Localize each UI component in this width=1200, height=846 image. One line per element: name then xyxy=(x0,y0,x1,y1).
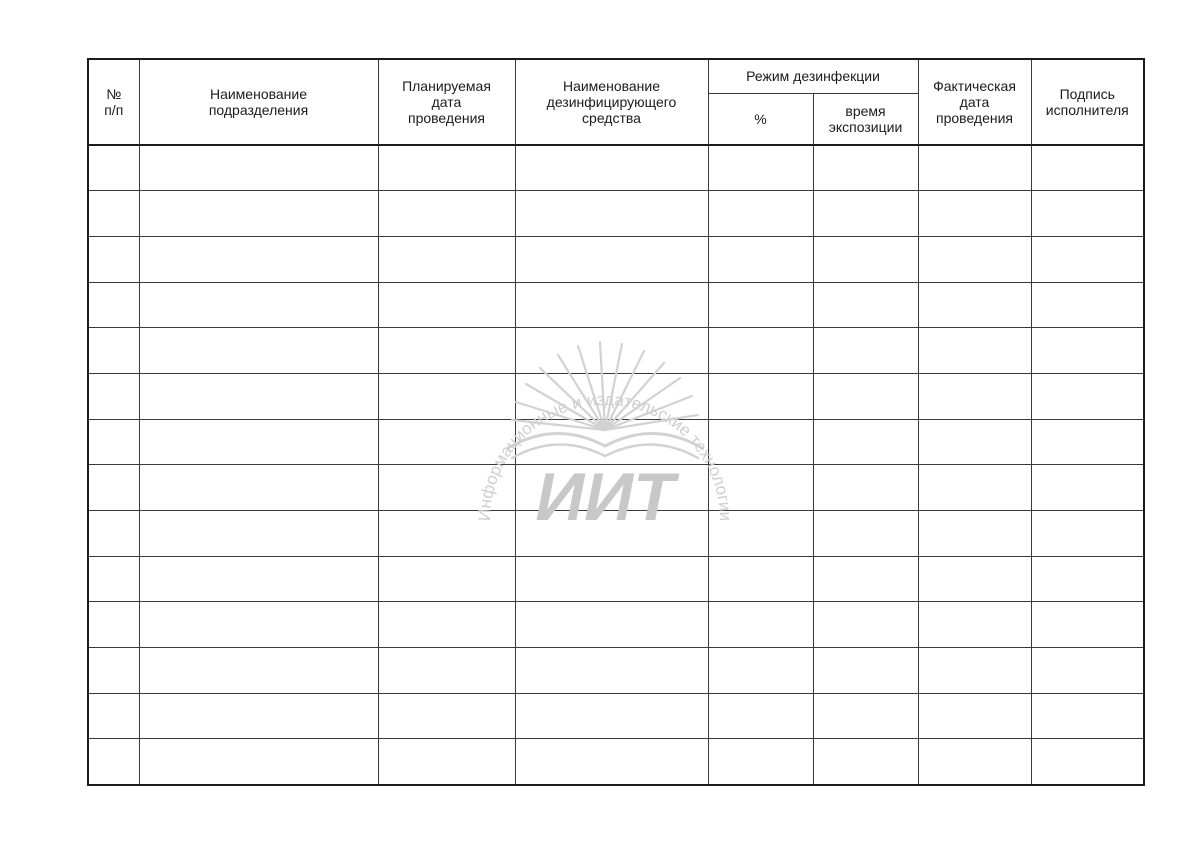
table-cell[interactable] xyxy=(813,693,918,739)
table-cell[interactable] xyxy=(378,373,515,419)
table-cell[interactable] xyxy=(515,373,708,419)
table-cell[interactable] xyxy=(1031,465,1144,511)
table-row xyxy=(88,511,1144,557)
table-cell[interactable] xyxy=(708,373,813,419)
header-agent-name xyxy=(515,59,708,145)
table-row xyxy=(88,191,1144,237)
table-cell[interactable] xyxy=(515,328,708,374)
table-cell[interactable] xyxy=(1031,419,1144,465)
table-cell[interactable] xyxy=(88,556,139,602)
table-cell[interactable] xyxy=(1031,556,1144,602)
table-cell[interactable] xyxy=(88,145,139,191)
table-cell[interactable] xyxy=(708,556,813,602)
table-cell[interactable] xyxy=(378,739,515,785)
table-cell[interactable] xyxy=(918,419,1031,465)
table-row xyxy=(88,739,1144,785)
table-cell[interactable] xyxy=(708,465,813,511)
table-row xyxy=(88,236,1144,282)
table-cell[interactable] xyxy=(708,648,813,694)
header-planned-date xyxy=(378,59,515,145)
table-cell[interactable] xyxy=(813,602,918,648)
table-cell[interactable] xyxy=(139,465,378,511)
header-number xyxy=(88,59,139,145)
table-row xyxy=(88,145,1144,191)
table-row xyxy=(88,602,1144,648)
table-cell[interactable] xyxy=(378,236,515,282)
header-agent-name-line1: Наименование xyxy=(562,78,661,94)
table-cell[interactable] xyxy=(1031,282,1144,328)
table-cell[interactable] xyxy=(139,145,378,191)
table-cell[interactable] xyxy=(918,282,1031,328)
table-cell[interactable] xyxy=(708,419,813,465)
table-cell[interactable] xyxy=(88,739,139,785)
header-signature-line1: Подпись xyxy=(1059,86,1115,102)
table-cell[interactable] xyxy=(139,236,378,282)
table-cell[interactable] xyxy=(708,511,813,557)
table-cell[interactable] xyxy=(378,282,515,328)
table-cell[interactable] xyxy=(515,145,708,191)
table-cell[interactable] xyxy=(1031,511,1144,557)
table-cell[interactable] xyxy=(139,282,378,328)
header-mode-group xyxy=(708,59,918,93)
table-cell[interactable] xyxy=(918,373,1031,419)
header-actual-date-line1: Фактическая xyxy=(933,78,1016,94)
table-cell[interactable] xyxy=(515,739,708,785)
table-cell[interactable] xyxy=(708,739,813,785)
table-row xyxy=(88,419,1144,465)
header-signature xyxy=(1031,59,1144,145)
table-cell[interactable] xyxy=(813,648,918,694)
table-cell[interactable] xyxy=(378,693,515,739)
table-cell[interactable] xyxy=(1031,648,1144,694)
table-cell[interactable] xyxy=(139,419,378,465)
table-cell[interactable] xyxy=(378,419,515,465)
table-cell[interactable] xyxy=(515,556,708,602)
table-cell[interactable] xyxy=(1031,328,1144,374)
table-cell[interactable] xyxy=(378,511,515,557)
table-cell[interactable] xyxy=(918,693,1031,739)
table-cell[interactable] xyxy=(139,373,378,419)
table-cell[interactable] xyxy=(708,328,813,374)
table-cell[interactable] xyxy=(88,648,139,694)
table-cell[interactable] xyxy=(918,465,1031,511)
header-planned-date-line1: Планируемая xyxy=(402,78,491,94)
header-signature-line2: исполнителя xyxy=(1045,102,1129,118)
table-cell[interactable] xyxy=(813,191,918,237)
table-cell[interactable] xyxy=(1031,739,1144,785)
header-number-line1: № xyxy=(106,86,122,102)
table-cell[interactable] xyxy=(515,648,708,694)
table-cell[interactable] xyxy=(918,511,1031,557)
table-cell[interactable] xyxy=(88,373,139,419)
table-cell[interactable] xyxy=(708,282,813,328)
table-cell[interactable] xyxy=(515,465,708,511)
header-number-line2: п/п xyxy=(104,102,124,118)
table-cell[interactable] xyxy=(139,693,378,739)
header-mode-time-line1: время xyxy=(845,102,886,119)
table-cell[interactable] xyxy=(813,282,918,328)
table-cell[interactable] xyxy=(918,145,1031,191)
table-cell[interactable] xyxy=(918,556,1031,602)
table-cell[interactable] xyxy=(918,328,1031,374)
table-row xyxy=(88,465,1144,511)
table-cell[interactable] xyxy=(813,419,918,465)
table-cell[interactable] xyxy=(378,648,515,694)
header-mode-time xyxy=(813,93,918,145)
table-row xyxy=(88,328,1144,374)
table-cell[interactable] xyxy=(139,739,378,785)
disinfection-log-table xyxy=(87,58,1145,786)
table-cell[interactable] xyxy=(515,419,708,465)
table-cell[interactable] xyxy=(378,191,515,237)
header-mode-group-label: Режим дезинфекции xyxy=(746,68,880,85)
table-cell[interactable] xyxy=(139,648,378,694)
table-cell[interactable] xyxy=(515,693,708,739)
table-cell[interactable] xyxy=(813,556,918,602)
table-cell[interactable] xyxy=(813,145,918,191)
table-cell[interactable] xyxy=(88,602,139,648)
header-agent-name-line3: средства xyxy=(582,110,641,126)
table-cell[interactable] xyxy=(708,145,813,191)
table-cell[interactable] xyxy=(515,282,708,328)
table-cell[interactable] xyxy=(139,556,378,602)
header-department-line2: подразделения xyxy=(208,102,309,118)
table-cell[interactable] xyxy=(1031,693,1144,739)
header-planned-date-line3: проведения xyxy=(408,110,485,126)
table-cell[interactable] xyxy=(918,191,1031,237)
table-cell[interactable] xyxy=(378,328,515,374)
table-cell[interactable] xyxy=(139,328,378,374)
table-cell[interactable] xyxy=(918,602,1031,648)
table-cell[interactable] xyxy=(813,739,918,785)
table-row xyxy=(88,373,1144,419)
table-row xyxy=(88,693,1144,739)
table-cell[interactable] xyxy=(1031,191,1144,237)
table-cell[interactable] xyxy=(708,602,813,648)
table-cell[interactable] xyxy=(88,693,139,739)
table-cell[interactable] xyxy=(88,465,139,511)
table-cell[interactable] xyxy=(918,648,1031,694)
header-actual-date xyxy=(918,59,1031,145)
table-cell[interactable] xyxy=(708,693,813,739)
header-department xyxy=(139,59,378,145)
table-row xyxy=(88,556,1144,602)
table-cell[interactable] xyxy=(88,511,139,557)
table-cell[interactable] xyxy=(708,236,813,282)
table-header xyxy=(88,59,1144,145)
table-cell[interactable] xyxy=(813,511,918,557)
table-cell[interactable] xyxy=(708,191,813,237)
table-cell[interactable] xyxy=(515,191,708,237)
table-cell[interactable] xyxy=(88,328,139,374)
table-cell[interactable] xyxy=(1031,236,1144,282)
header-agent-name-line2: дезинфицирующего xyxy=(546,94,677,110)
header-mode-percent xyxy=(708,93,813,145)
table-cell[interactable] xyxy=(88,282,139,328)
header-mode-time-line2: экспозиции xyxy=(828,118,903,135)
table-row xyxy=(88,282,1144,328)
table-cell[interactable] xyxy=(515,511,708,557)
table-cell[interactable] xyxy=(88,191,139,237)
table-cell[interactable] xyxy=(88,419,139,465)
table-cell[interactable] xyxy=(139,191,378,237)
table-cell[interactable] xyxy=(378,465,515,511)
table-cell[interactable] xyxy=(1031,602,1144,648)
table-row xyxy=(88,648,1144,694)
table-cell[interactable] xyxy=(813,465,918,511)
publisher-name-arc-text: Информационные и издательские технологии xyxy=(474,389,736,522)
header-actual-date-line3: проведения xyxy=(936,110,1014,126)
table-cell[interactable] xyxy=(378,556,515,602)
table-cell[interactable] xyxy=(813,373,918,419)
table-cell[interactable] xyxy=(139,602,378,648)
table-cell[interactable] xyxy=(88,236,139,282)
table-cell[interactable] xyxy=(378,145,515,191)
header-department-line1: Наименование xyxy=(209,86,308,102)
table-cell[interactable] xyxy=(378,602,515,648)
header-mode-percent-label: % xyxy=(754,110,767,127)
header-planned-date-line2: дата xyxy=(431,94,462,110)
table-cell[interactable] xyxy=(918,739,1031,785)
table-cell[interactable] xyxy=(1031,145,1144,191)
table-cell[interactable] xyxy=(515,236,708,282)
table-cell[interactable] xyxy=(1031,373,1144,419)
header-actual-date-line2: дата xyxy=(959,94,990,110)
table-cell[interactable] xyxy=(139,511,378,557)
logo-letters: ИИТ xyxy=(535,459,675,535)
table-cell[interactable] xyxy=(515,602,708,648)
table-cell[interactable] xyxy=(813,236,918,282)
table-cell[interactable] xyxy=(813,328,918,374)
table-body xyxy=(88,145,1144,785)
table-cell[interactable] xyxy=(918,236,1031,282)
